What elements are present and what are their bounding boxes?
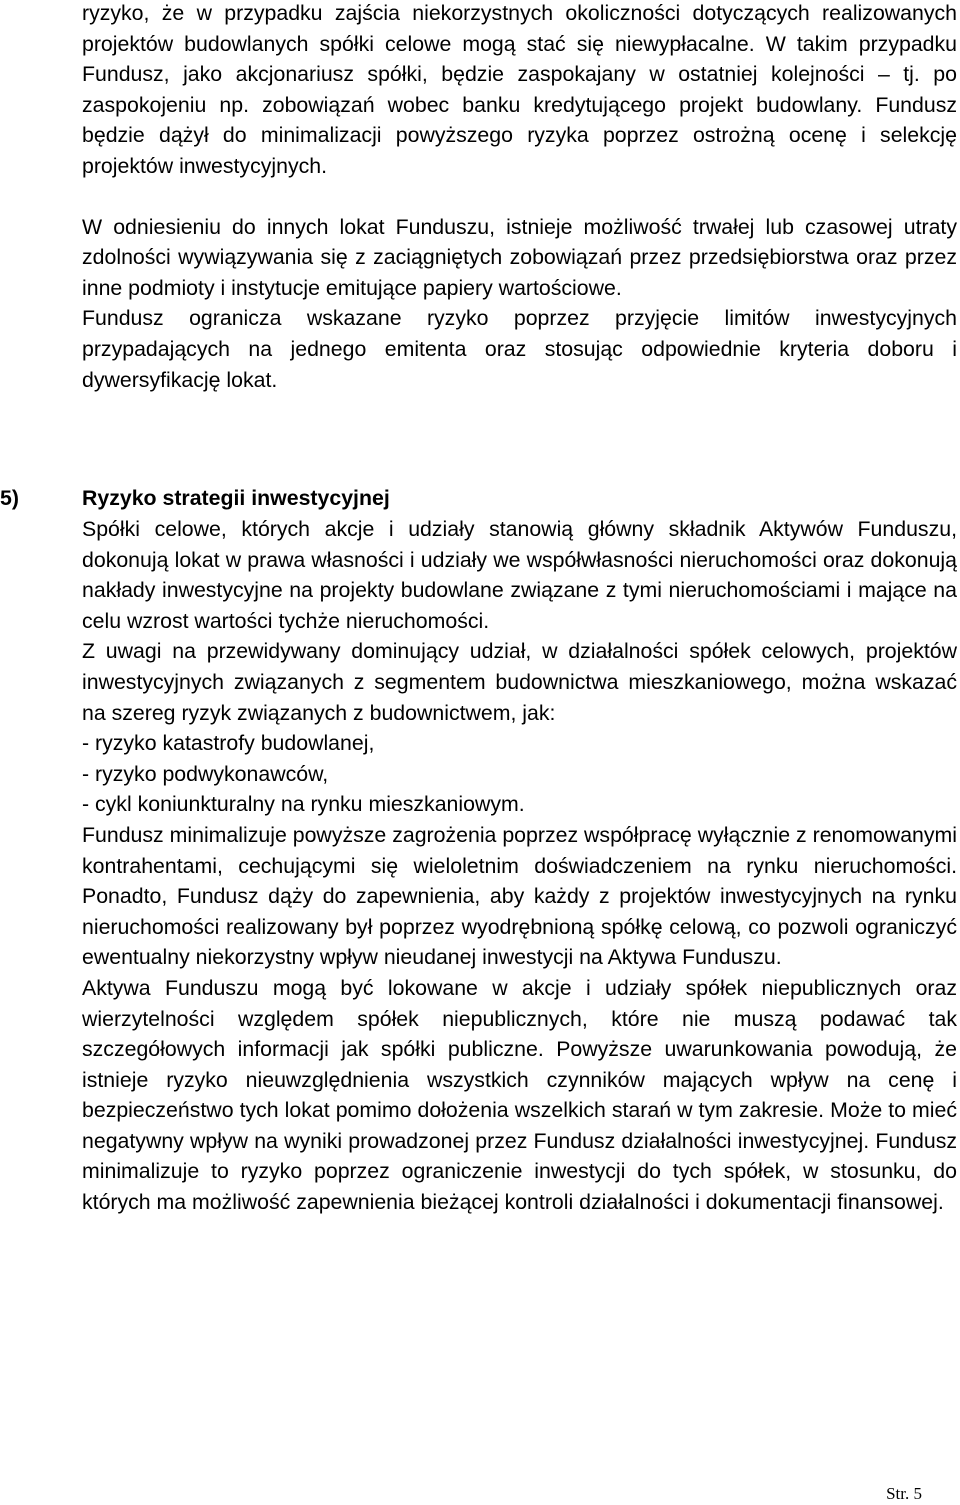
section-paragraph-4: Aktywa Funduszu mogą być lokowane w akcje i udziały spółek niepublicznych oraz wierzytelności względem spółek niepublicznych, które nie muszą podawać tak szczegółowych informacji jak spółki publiczne. Powyższe uwarunkowania powodują, że istnieje ryzyko nieuwzględnienia wszystkich czynników mających wpływ na cenę i bezpieczeństwo tych lokat pomimo dołożenia wszelkich starań w tym zakresie. Może to mieć negatywny wpływ na wyniki prowadzonej przez Fundusz działalności inwestycyjnej. Fundusz minimalizuje to ryzyko poprzez ograniczenie inwestycji do tych spółek, w stosunku, do których ma możliwość zapewnienia bieżącej kontroli działalności i dokumentacji finansowej. [82, 975, 957, 1215]
section-paragraph-2: Z uwagi na przewidywany dominujący udział, w działalności spółek celowych, projektów inwestycyjnych związanych z segmentem budownictwa mieszkaniowego, można wskazać na szereg ryzyk związanych z budownictwem, jak: [82, 639, 957, 725]
list-item: - ryzyko katastrofy budowlanej, [82, 731, 375, 756]
list-item: - ryzyko podwykonawców, [82, 761, 329, 786]
section-paragraph-3: Fundusz minimalizuje powyższe zagrożenia poprzez współpracę wyłącznie z renomowanymi kontrahentami, cechującymi się wieloletnim doświadczeniem na rynku nieruchomości. Ponadto, Fundusz dąży do zapewnienia, aby każdy z projektów inwestycyjnych na rynku nieruchomości realizowany był poprzez wyodrębnioną spółkę celową, co pozwoli ograniczyć ewentualny niekorzystny wpływ nieudanej inwestycji na Aktywa Funduszu. [82, 822, 957, 970]
section-body [82, 514, 957, 1218]
intro-paragraph-1: ryzyko, że w przypadku zajścia niekorzystnych okoliczności dotyczących realizowanych projektów budowlanych spółki celowe mogą stać się niewypłacalne. W takim przypadku Fundusz, jako akcjonariusz spółki, będzie zaspokajany w ostatniej kolejności – tj. po zaspokojeniu np. zobowiązań wobec banku kredytującego projekt budowlany. Fundusz będzie dążył do minimalizacji powyższego ryzyka poprzez ostrożną ocenę i selekcję projektów inwestycyjnych. [82, 1, 957, 178]
section-heading: Ryzyko strategii inwestycyjnej [82, 486, 390, 510]
page-number: Str. 5 [886, 1484, 922, 1503]
risk-list [82, 728, 957, 820]
intro-paragraph-2: W odniesieniu do innych lokat Funduszu, istnieje możliwość trwałej lub czasowej utraty zdolności wywiązywania się z zaciągniętych zobowiązań przez przedsiębiorstwa oraz przez inne podmioty i instytucje emitujące papiery wartościowe. [82, 214, 957, 300]
intro-block [82, 0, 957, 395]
section-number: 5) [0, 486, 19, 510]
section-paragraph-1: Spółki celowe, których akcje i udziały stanowią główny składnik Aktywów Funduszu, dokonują lokat w prawa własności i udziały we współwłasności nieruchomości oraz dokonują nakłady inwestycyjne na projekty budowlane związane z tymi nieruchomościami i mające na celu wzrost wartości tychże nieruchomości. [82, 517, 957, 633]
list-item: - cykl koniunkturalny na rynku mieszkaniowym. [82, 792, 525, 817]
intro-paragraph-3: Fundusz ogranicza wskazane ryzyko poprzez przyjęcie limitów inwestycyjnych przypadających na jednego emitenta oraz stosując odpowiednie kryteria doboru i dywersyfikację lokat. [82, 306, 957, 392]
